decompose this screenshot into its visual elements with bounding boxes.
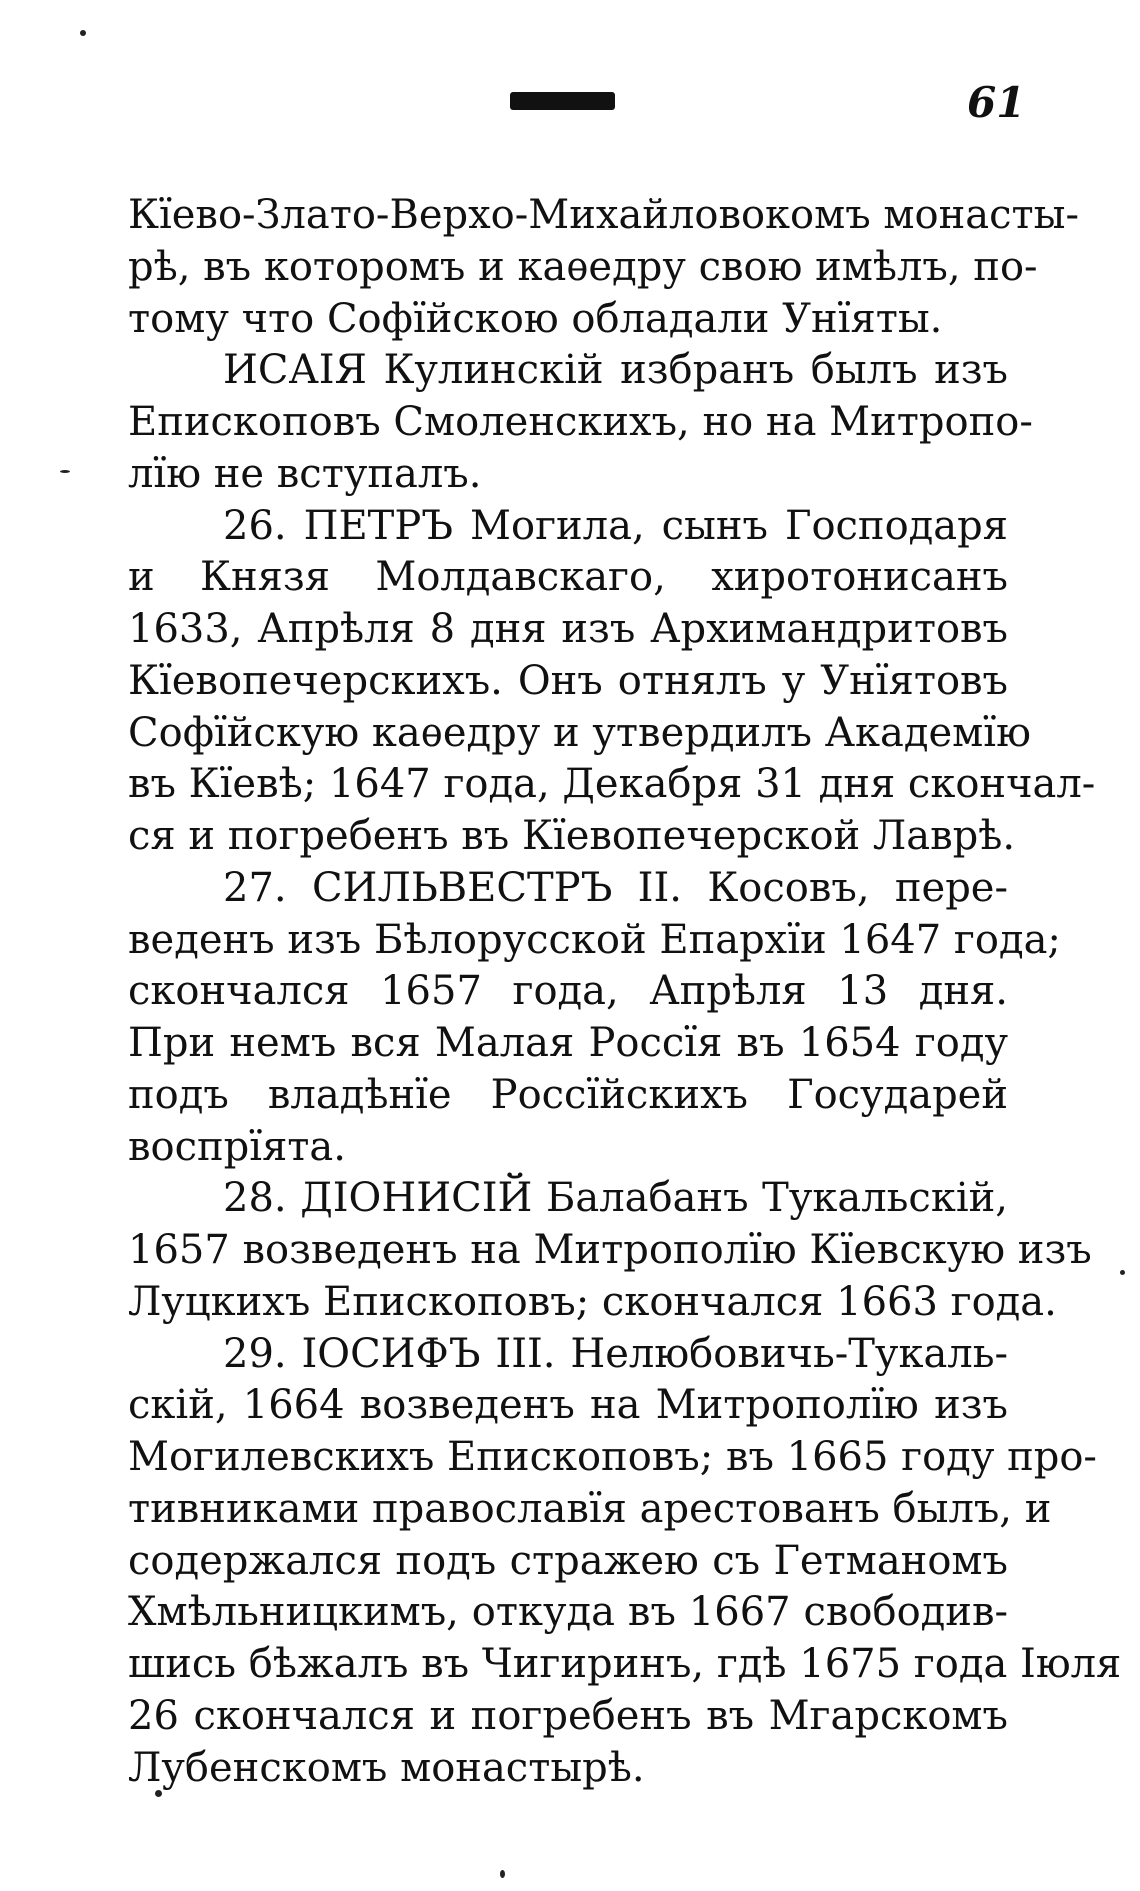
body-text [128,190,1122,1794]
text-line: 29. ІОСИФЪ III. Нелюбовичь-Тукаль- [223,1330,1008,1377]
print-speck [500,1870,505,1878]
text-line: 1657 возведенъ на Митрополїю Кїевскую изъ [128,1227,1092,1273]
print-speck [155,1790,162,1797]
text-line: скончался 1657 года, Апрѣля 13 дня. [128,968,1008,1015]
text-line: Кїевопечерскихъ. Онъ отнялъ у Унїятовъ [128,657,1008,704]
text-line: тивниками православїя арестованъ былъ, и [128,1485,1052,1532]
text-line: 28. ДІОНИСІЙ Балабанъ Тукальскій, [223,1175,1008,1222]
text-line: воспрїята. [128,1123,346,1170]
print-speck [1120,1270,1125,1275]
text-line: Епископовъ Смоленскихъ, но на Митропо- [128,399,1033,445]
text-line: При немъ вся Малая Россїя въ 1654 году [128,1020,1008,1066]
text-line: лїю не вступалъ. [128,450,482,497]
text-line: 26. ПЕТРЪ Могила, сынъ Господаря [223,502,1008,549]
text-line: Кїево-Злато-Верхо-Михайловокомъ монасты- [128,192,1079,238]
text-line: Могилевскихъ Епископовъ; въ 1665 году про- [128,1434,1097,1480]
text-line: скій, 1664 возведенъ на Митрополїю изъ [128,1382,1008,1429]
text-line: Хмѣльницкимъ, откуда въ 1667 свободив- [128,1589,1008,1636]
text-line: веденъ изъ Бѣлорусской Епархїи 1647 года; [128,916,1061,963]
print-speck [80,30,86,36]
page-number: 61 [967,78,1026,127]
text-line: и Князя Молдавскаго, хиротонисанъ [128,554,1008,601]
text-line: содержался подъ стражею съ Гетманомъ [128,1537,1008,1584]
text-line: Луцкихъ Епископовъ; скончался 1663 года. [128,1278,1057,1325]
text-line: въ Кїевѣ; 1647 года, Декабря 31 дня скончал- [128,761,1096,808]
text-line: 26 скончался и погребенъ въ Мгарскомъ [128,1692,1008,1739]
text-line: ся и погребенъ въ Кїевопечерской Лаврѣ. [128,813,1016,859]
text-line: 27. СИЛЬВЕСТРЪ II. Косовъ, пере- [223,864,1008,911]
text-line: шись бѣжалъ въ Чигиринъ, гдѣ 1675 года Іюля [128,1641,1122,1687]
text-line: 1633, Апрѣля 8 дня изъ Архимандритовъ [128,606,1008,652]
text-line: Софїйскую каѳедру и утвердилъ Академїю [128,709,1031,756]
text-line: подъ владѣнїе Россїйскихъ Государей [128,1071,1008,1118]
text-line: ИСАІЯ Кулинскій избранъ былъ изъ [223,347,1008,394]
text-line: рѣ, въ которомъ и каѳедру свою имѣлъ, по- [128,243,1038,290]
header-rule [510,92,615,110]
text-line: Лубенскомъ монастырѣ. [128,1744,645,1791]
print-speck [60,470,70,473]
text-line: тому что Софїйскою обладали Унїяты. [128,295,943,342]
